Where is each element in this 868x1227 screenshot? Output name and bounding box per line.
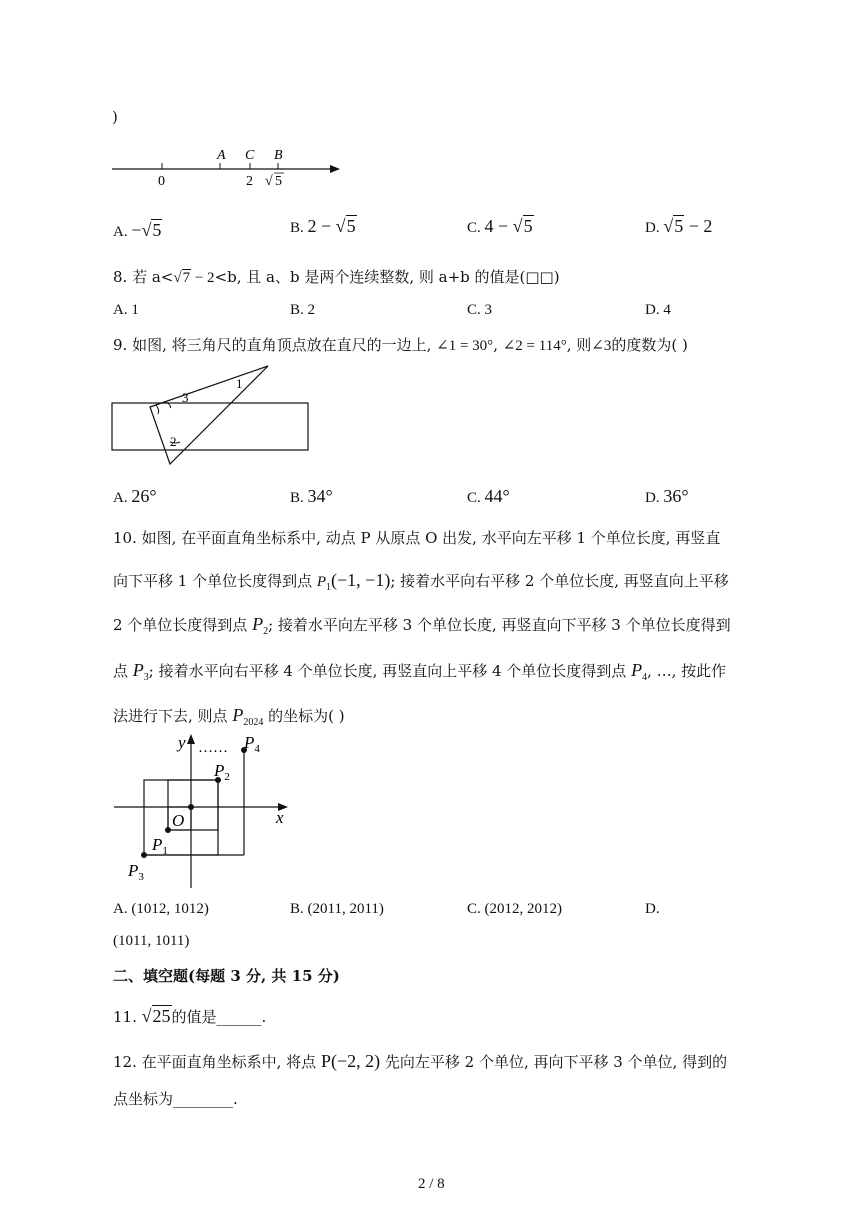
q9-angle1: ∠1 = 30° [436,338,494,354]
q7-option-c-letter: C. [467,220,481,236]
number-line-figure [108,145,348,189]
q10-option-c[interactable]: C. (2012, 2012) [467,901,562,917]
angle-label-3: 3 [182,390,189,405]
q8-option-a[interactable]: A. 1 [113,302,139,318]
q10-p1: P [316,574,327,590]
sqrt-symbol: √ [335,216,346,236]
q11-stem [113,1006,266,1027]
q9-angle2: ∠2 = 114° [502,338,567,354]
q10-line3-a: 2 个单位长度得到点 [113,616,253,634]
q10-line5-b: 的坐标为( ) [263,707,345,725]
q10-line4-a: 点 [113,662,133,680]
q10-line4-b: ; 接着水平向右平移 4 个单位长度, 再竖直向上平移 4 个单位长度得到点 [148,662,632,680]
q9-stem [113,334,688,355]
label-0: 0 [158,174,165,189]
q10-p2-sub: 2 [263,626,269,637]
q9-option-c-value: 44° [484,486,510,506]
q12-point: P(−2, 2) [320,1051,381,1071]
label-dots: …… [198,740,228,756]
q9-mid: , 则 [566,336,592,354]
sqrt-symbol: √ [663,216,674,236]
section-heading: 二、填空题(每题 3 分, 共 15 分) [113,967,340,985]
q10-p2024: P [232,705,244,725]
label-p1: $P_1$ [152,835,168,857]
q7-option-c[interactable] [467,216,534,237]
q10-line3-b: ; 接着水平向左平移 3 个单位长度, 再竖直向下平移 3 个单位长度得到 [268,616,731,634]
q10-p1-sub: 1 [326,582,332,593]
q10-option-a[interactable]: A. (1012, 1012) [113,901,209,917]
q10-p3-sub: 3 [143,672,149,683]
q8-option-d[interactable]: D. 4 [645,302,671,318]
q8-option-c[interactable]: C. 3 [467,302,493,318]
q10-line2-b: ; 接着水平向右平移 2 个单位长度, 再竖直向上平移 [390,572,729,590]
q8-radicand: 7 [182,270,191,286]
q8-suffix: <b, 且 a、b 是两个连续整数, 则 a+b 的值是(□□) [214,268,560,286]
q9-option-b[interactable] [290,486,333,507]
right-angle-arc [156,405,159,414]
q9-option-d-letter: D. [645,490,660,506]
label-origin: O [172,811,185,830]
q9-suffix: 的度数为( ) [611,336,688,354]
q7-option-d-letter: D. [645,220,660,236]
q7-option-b-letter: B. [290,220,304,236]
q9-option-c-letter: C. [467,490,481,506]
sqrt-symbol: √ [512,216,523,236]
coordinate-figure [110,730,310,890]
q9-option-d[interactable] [645,486,689,507]
q10-line2-a: 向下平移 1 个单位长度得到点 [113,572,317,590]
label-p3: $P_3$ [128,861,144,883]
sqrt-symbol: √ [173,270,182,286]
q7-option-d[interactable] [645,216,712,237]
q9-prefix: 9. 如图, 将三角尺的直角顶点放在直尺的一边上, [113,336,437,354]
q10-line3 [113,614,731,637]
q11-suffix: 的值是______. [171,1008,267,1026]
q7-option-d-radicand: 5 [674,216,684,236]
q10-p2024-sub: 2024 [243,717,264,728]
triangle [150,366,268,464]
q10-option-d[interactable]: D. [645,901,660,917]
q8-after-rad: − 2 [191,270,215,286]
q10-option-b[interactable]: B. (2011, 2011) [290,901,384,917]
q12-stem [113,1051,727,1072]
q10-line5-a: 法进行下去, 则点 [113,707,233,725]
ruler-triangle-figure [108,360,318,470]
point-origin [188,804,194,810]
q9-option-a-letter: A. [113,490,128,506]
q12-suffix: 先向左平移 2 个单位, 再向下平移 3 个单位, 得到的 [380,1053,728,1071]
q9-option-d-value: 36° [663,486,689,506]
q7-option-a[interactable] [113,220,162,241]
q10-line2 [113,570,729,593]
q8-prefix: 8. 若 a< [113,268,174,286]
label-2: 2 [246,174,253,189]
q10-line4 [113,660,726,683]
point-p1 [165,827,171,833]
angle-label-1: 1 [236,376,243,391]
q7-option-a-sign: − [131,220,142,240]
q9-sep: , [493,336,503,354]
q8-stem [113,266,560,287]
q9-angle3: ∠3 [591,338,612,354]
q9-option-a[interactable] [113,486,157,507]
page-number: 2 / 8 [418,1176,445,1192]
q10-option-d-value[interactable]: (1011, 1011) [113,933,190,949]
sqrt-symbol: √ [141,1006,152,1026]
top-paren: ) [112,108,118,126]
label-p4: $P_4$ [244,733,260,755]
ruler [112,403,308,450]
q10-line5 [113,705,345,728]
q9-option-b-letter: B. [290,490,304,506]
q12-line2: 点坐标为________. [113,1090,238,1108]
label-sqrt-sign: √ [265,174,273,189]
q8-option-b[interactable]: B. 2 [290,302,316,318]
q12-prefix: 12. 在平面直角坐标系中, 将点 [113,1053,321,1071]
q11-prefix: 11. [113,1008,142,1026]
q7-option-b-expr: 2 − [307,216,336,236]
q10-p2: P [252,614,264,634]
q10-line4-c: , …, 按此作 [647,662,727,680]
q9-option-b-value: 34° [307,486,333,506]
q10-p4-sub: 4 [642,672,648,683]
q10-line1: 10. 如图, 在平面直角坐标系中, 动点 P 从原点 O 出发, 水平向左平移 1 个单位长度, 再竖直 [113,529,721,547]
q7-option-b[interactable] [290,216,357,237]
label-p2: $P_2$ [214,761,230,783]
q9-option-c[interactable] [467,486,510,507]
point-p3 [141,852,147,858]
q10-p1-coord: (−1, −1) [331,570,391,590]
q7-option-c-radicand: 5 [523,216,533,236]
label-B: B [274,148,283,163]
label-C: C [245,148,255,163]
q11-radicand: 25 [152,1006,171,1026]
q9-option-a-value: 26° [131,486,157,506]
number-line-arrow [330,165,340,173]
q7-option-c-expr: 4 − [484,216,513,236]
sqrt-symbol: √ [141,220,152,240]
angle-label-2: 2 [170,434,177,449]
label-x: x [276,808,284,827]
label-sqrt5: 5 [275,174,282,189]
q10-p3: P [132,660,144,680]
q7-option-b-radicand: 5 [346,216,356,236]
q10-p4: P [631,660,643,680]
q7-option-a-letter: A. [113,224,128,240]
label-y: y [178,733,186,752]
q7-option-d-expr: − 2 [684,216,713,236]
q7-option-a-radicand: 5 [152,220,162,240]
y-axis-arrow [187,734,195,744]
label-A: A [217,148,226,163]
